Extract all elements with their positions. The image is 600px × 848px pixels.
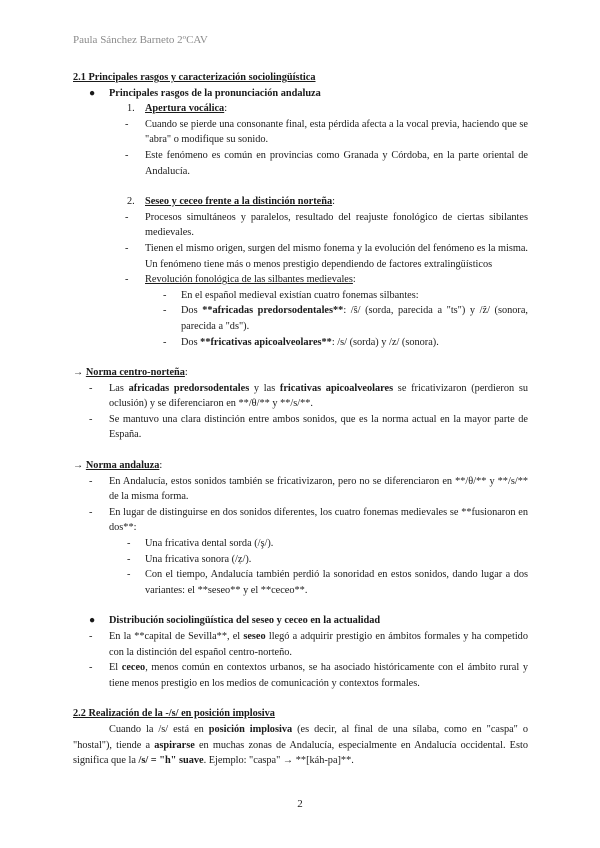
- norma-cn-point-1-d: fricativas apicoalveolares: [279, 382, 394, 394]
- dash-marker: -: [163, 305, 167, 317]
- dash-marker: -: [127, 553, 131, 565]
- heading-norma-centro-nortena: [73, 365, 528, 381]
- sub-point-3-lead: Dos: [181, 336, 201, 348]
- sub-point-3-term: **fricativas apicoalveolares**: [200, 336, 332, 348]
- bullet-dot-icon: ●: [89, 87, 96, 99]
- list-item: [73, 629, 528, 660]
- dash-marker: -: [125, 149, 129, 161]
- item-number: 1.: [127, 103, 135, 115]
- distribucion-point-1-c: llegó a adquirir prestigio en ámbitos formales y ha competido con la distinción del español centro-norteño.: [109, 631, 528, 658]
- norma-and-sub-3: Con el tiempo, Andalucía también perdió la sonoridad en estos sonidos, dando lugar a dos variantes: el **seseo** y el **ceceo**.: [145, 569, 528, 596]
- sub-point-2-term: **africadas predorsodentales**: [202, 305, 344, 317]
- bullet-pronunciation: [73, 86, 528, 102]
- norma-cn-point-1-a: Las: [109, 382, 129, 394]
- paragraph-a: Cuando la /s/ está en: [109, 723, 209, 735]
- distribucion-point-1-b: seseo: [243, 631, 266, 642]
- norma-cn-point-1-e: se fricativizaron (perdieron su oclusión) y se diferenciaron en **/θ/** y **/s/**.: [109, 382, 528, 410]
- list-item: [73, 552, 528, 568]
- item-1-title: Apertura vocálica: [145, 103, 225, 115]
- section-title-2-1: 2.1 Principales rasgos y caracterización sociolingüística: [73, 72, 316, 83]
- list-item: [73, 272, 528, 288]
- paragraph-g: . Ejemplo: "caspa" → **[káh-pa]**.: [203, 755, 354, 767]
- dash-marker: -: [125, 118, 129, 130]
- bullet-pronunciation-label: Principales rasgos de la pronunciación andaluza: [109, 87, 321, 99]
- item-2-colon: :: [332, 196, 335, 208]
- distribucion-title: Distribución sociolingüística del seseo y ceceo en la actualidad: [109, 615, 381, 627]
- list-item: [73, 660, 528, 691]
- list-item: [73, 335, 528, 351]
- dash-marker: -: [127, 569, 131, 581]
- norma-and-sub-2: Una fricativa sonora (/ẓ/).: [145, 553, 252, 565]
- section-title-2-2: 2.2 Realización de la -/s/ en posición implosiva: [73, 708, 275, 720]
- norma-cn-point-1-c: y las: [249, 382, 280, 394]
- dash-marker: -: [125, 274, 129, 286]
- dash-marker: -: [89, 506, 93, 518]
- distribucion-point-2-a: El: [109, 662, 122, 674]
- item-1-point-2: Este fenómeno es común en provincias como Granada y Córdoba, en la parte oriental de Andalucía.: [145, 149, 528, 177]
- dash-marker: -: [89, 413, 93, 425]
- item-2-point-1: Procesos simultáneos y paralelos, resultado del reajuste fonológico de ciertas sibilantes medievales.: [145, 211, 528, 239]
- list-item: [73, 241, 528, 272]
- spacer: [73, 179, 528, 194]
- page-header-author: Paula Sánchez Barneto 2ºCAV: [73, 34, 208, 46]
- sub-point-3-rest: : /s/ (sorda) y /z/ (sonora).: [331, 336, 439, 348]
- list-item: [73, 567, 528, 598]
- list-item: [73, 288, 528, 304]
- paragraph-b: posición implosiva: [208, 723, 293, 735]
- distribucion-point-2-c: , menos común en contextos urbanos, se ha asociado históricamente con el ámbito rural y tiene menos prestigio en los medios de comunicación y contextos formales.: [109, 662, 528, 689]
- dash-marker: -: [89, 382, 93, 394]
- dash-marker: -: [125, 242, 129, 254]
- dash-marker: -: [89, 631, 93, 642]
- sub-point-2-lead: Dos: [181, 305, 203, 317]
- norma-and-point-1: En Andalucía, estos sonidos también se fricativizaron, pero no se diferenciaron en **/θ/** y **/s/** de la misma forma.: [109, 475, 528, 503]
- sub-point-2-rest: : /ŝ/ (sorda, parecida a "ts") y /ẑ/ (sonora, parecida a "ds").: [181, 305, 528, 332]
- paragraph-implosiva: [73, 722, 528, 769]
- norma-and-title: Norma andaluza: [85, 460, 160, 472]
- spacer: [73, 598, 528, 613]
- list-item: [73, 474, 528, 505]
- list-item: [73, 412, 528, 443]
- distribucion-point-1-a: En la **capital de Sevilla**, el: [109, 631, 244, 642]
- item-2-point-2: Tienen el mismo origen, surgen del mismo fonema y la evolución del fenómeno es la misma. Un fenómeno tiene más o menos prestigio dependiendo de factores extralingüísticos: [145, 242, 528, 270]
- item-2-point-3-title: Revolución fonológica de las silbantes medievales: [145, 274, 353, 286]
- norma-cn-point-1-b: africadas predorsodentales: [128, 382, 250, 394]
- spacer: [73, 350, 528, 365]
- paragraph-c: (es decir, al final de una sílaba, como en "caspa" o "hostal"), tiende a: [73, 723, 528, 751]
- list-item: [73, 148, 528, 179]
- numbered-item-1: [73, 101, 528, 117]
- dash-marker: -: [163, 289, 167, 301]
- list-item: [73, 303, 528, 334]
- arrow-right-icon: →: [73, 367, 86, 379]
- paragraph-d: aspirarse: [154, 739, 195, 751]
- item-1-point-1: Cuando se pierde una consonante final, esta pérdida afecta a la vocal previa, haciendo que se "abra" o modifique su sonido.: [145, 118, 528, 146]
- list-item: [73, 505, 528, 536]
- bullet-dot-icon: ●: [89, 615, 96, 627]
- dash-marker: -: [125, 211, 129, 223]
- bullet-distribucion: [73, 613, 528, 629]
- dash-marker: -: [127, 538, 131, 550]
- paragraph-e: en muchas zonas de Andalucía, especialmente en Andalucía occidental. Esto significa que la: [73, 739, 528, 767]
- heading-norma-andaluza: [73, 458, 528, 474]
- norma-cn-point-2: Se mantuvo una clara distinción entre ambos sonidos, que es la norma actual en la mayor parte de España.: [109, 413, 528, 441]
- list-item: [73, 210, 528, 241]
- norma-and-sub-1: Una fricativa dental sorda (/ş/).: [145, 538, 274, 550]
- item-2-point-3-colon: :: [352, 274, 356, 286]
- dash-marker: -: [163, 336, 167, 348]
- page-number: 2: [297, 798, 303, 810]
- norma-cn-title: Norma centro-norteña: [85, 367, 185, 379]
- list-item: [73, 381, 528, 412]
- item-2-title: Seseo y ceceo frente a la distinción norteña: [145, 196, 333, 208]
- list-item: [73, 117, 528, 148]
- dash-marker: -: [89, 662, 93, 674]
- norma-cn-colon: :: [184, 367, 188, 379]
- norma-and-colon: :: [159, 460, 163, 472]
- distribucion-point-2-b: ceceo: [121, 662, 146, 674]
- sub-point-1: En el español medieval existían cuatro fonemas silbantes:: [181, 289, 419, 301]
- arrow-right-icon: →: [73, 460, 86, 472]
- item-1-colon: :: [224, 103, 228, 115]
- spacer: [73, 691, 528, 706]
- paragraph-f: /s/ = "h" suave: [138, 755, 204, 767]
- spacer: [73, 443, 528, 458]
- numbered-item-2: [73, 194, 528, 210]
- list-item: [73, 536, 528, 552]
- norma-and-point-2: En lugar de distinguirse en dos sonidos diferentes, los cuatro fonemas medievales se **fusionaron en dos**:: [109, 506, 528, 534]
- page-content: [73, 70, 528, 769]
- item-number: 2.: [127, 196, 135, 208]
- dash-marker: -: [89, 475, 93, 487]
